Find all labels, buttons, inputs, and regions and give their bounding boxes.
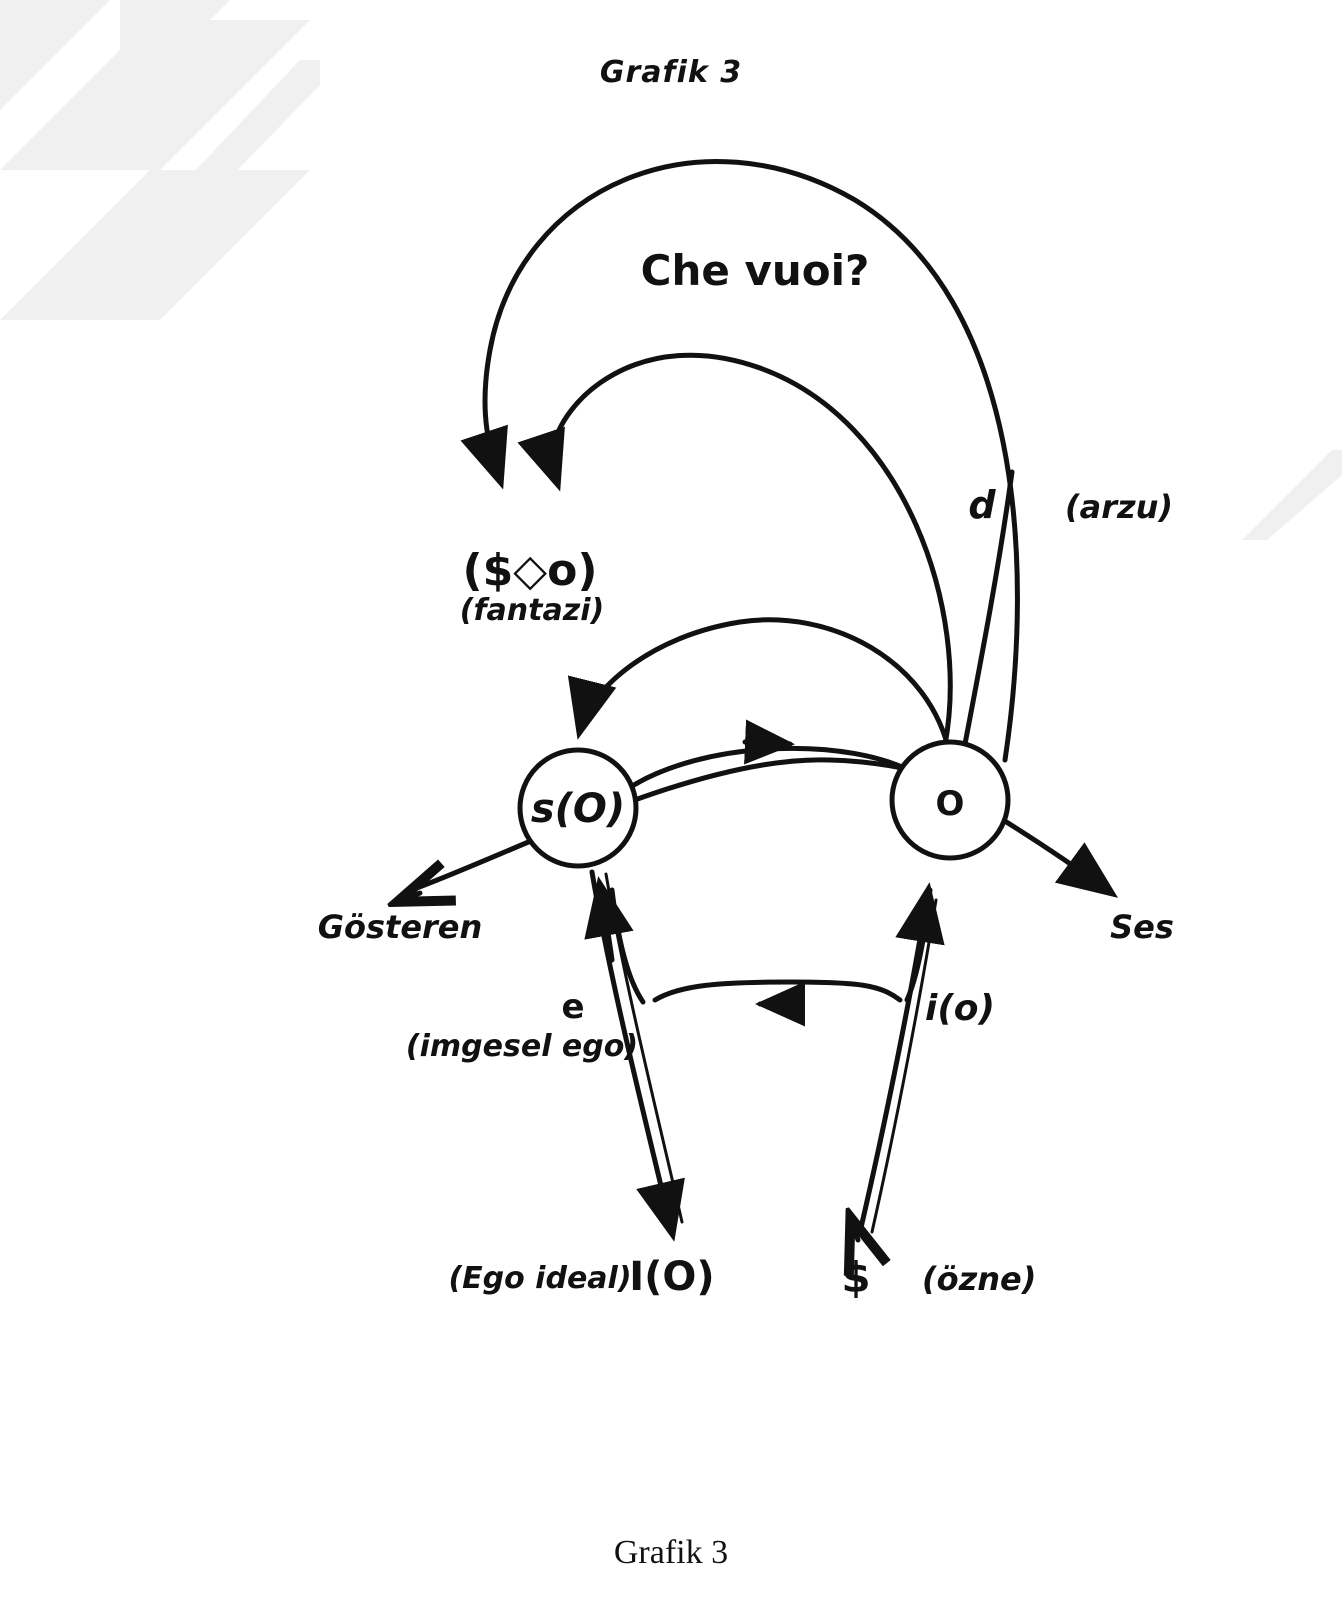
label-desire-symbol: d: [968, 483, 996, 527]
label-fantasy-formula: ($◇o): [462, 545, 598, 596]
label-che-vuoi: Che vuoi?: [640, 246, 870, 295]
node-label-s-of-other: s(O): [530, 786, 626, 832]
node-label-big-other: O: [935, 784, 965, 824]
figure-title: Grafik 3: [599, 55, 743, 90]
label-fantasy-gloss: (fantazi): [459, 593, 605, 628]
label-subject-gloss: (özne): [922, 1260, 1037, 1298]
label-subject-symbol: $: [841, 1253, 871, 1302]
label-ego-gloss: (imgesel ego): [405, 1029, 639, 1064]
label-ego-ideal-gloss: (Ego ideal): [448, 1261, 632, 1296]
figure-caption: Grafik 3: [613, 1534, 729, 1571]
label-signifier: Gösteren: [317, 908, 483, 946]
label-ego-ideal-symbol: I(O): [629, 1254, 715, 1300]
label-desire-gloss: (arzu): [1065, 488, 1174, 526]
label-ego-symbol: e: [561, 987, 585, 1027]
label-voice: Ses: [1110, 908, 1174, 946]
label-ideal-image: i(o): [925, 988, 995, 1029]
